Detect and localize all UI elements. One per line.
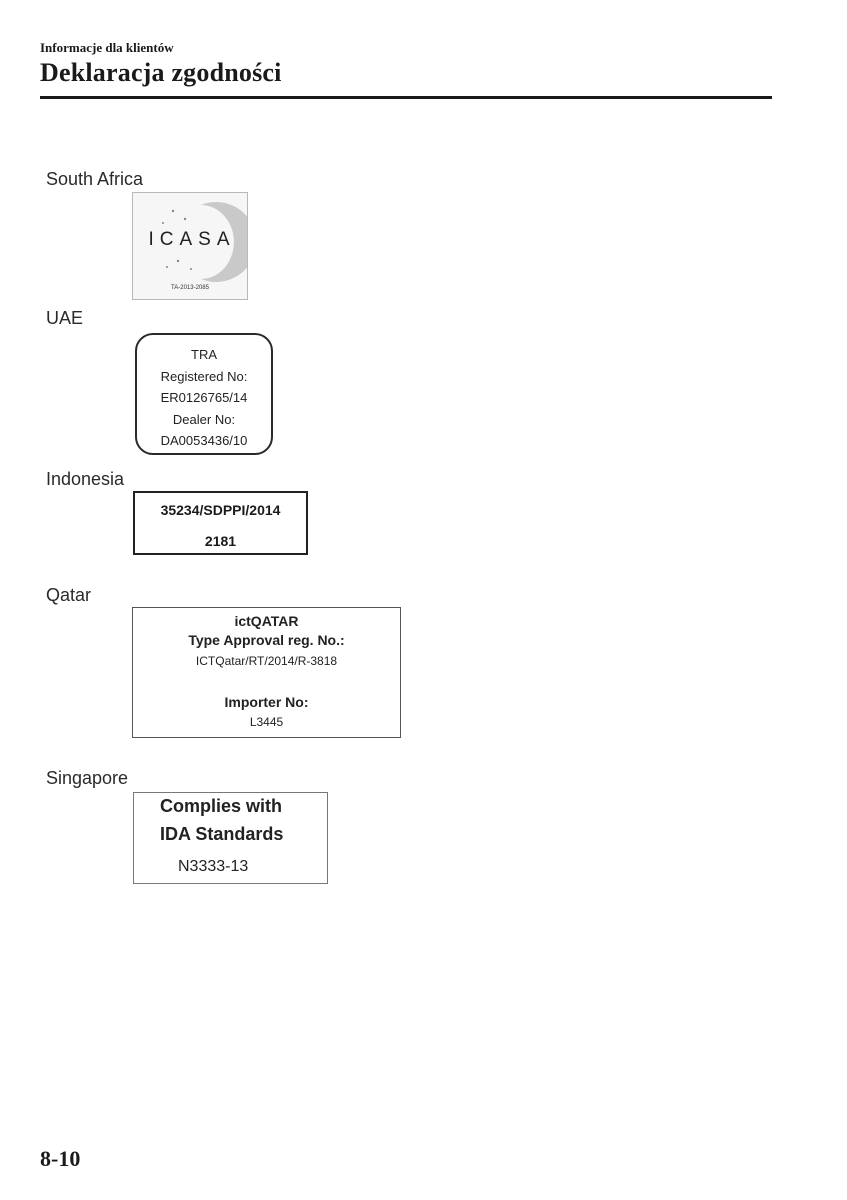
tra-label [135, 333, 273, 455]
icasa-code: TA-2013-2085 [171, 285, 209, 291]
tra-line: Dealer No: [172, 411, 236, 427]
section-subtitle: Informacje dla klientów [40, 40, 174, 55]
country-label-indonesia: Indonesia [46, 469, 125, 489]
indonesia-label [133, 491, 308, 555]
tra-line: Registered No: [160, 368, 248, 384]
icasa-label [132, 192, 248, 300]
indonesia-line: 2181 [204, 533, 237, 549]
singapore-line: Complies with [160, 796, 283, 816]
tra-line: TRA [191, 347, 217, 362]
page-title: Deklaracja zgodności [40, 58, 282, 87]
qatar-line: Type Approval reg. No.: [188, 632, 345, 648]
country-label-qatar: Qatar [46, 585, 92, 605]
singapore-label [133, 792, 328, 884]
indonesia-line: 35234/SDPPI/2014 [160, 502, 281, 518]
country-label-south-africa: South Africa [46, 169, 144, 189]
qatar-line: L3445 [249, 715, 284, 729]
qatar-line: Importer No: [224, 694, 309, 710]
qatar-label [132, 607, 401, 738]
singapore-line: IDA Standards [160, 824, 284, 844]
qatar-line: ictQATAR [234, 613, 299, 629]
icasa-logo-text: ICASA [148, 229, 236, 250]
country-label-uae: UAE [46, 308, 84, 328]
tra-line: ER0126765/14 [160, 390, 248, 405]
qatar-line: ICTQatar/RT/2014/R-3818 [195, 654, 338, 668]
tra-line: DA0053436/10 [160, 433, 248, 448]
country-label-singapore: Singapore [46, 768, 129, 788]
header-rule [40, 96, 772, 99]
page-number: 8-10 [40, 1146, 81, 1171]
singapore-line: N3333-13 [178, 858, 249, 875]
